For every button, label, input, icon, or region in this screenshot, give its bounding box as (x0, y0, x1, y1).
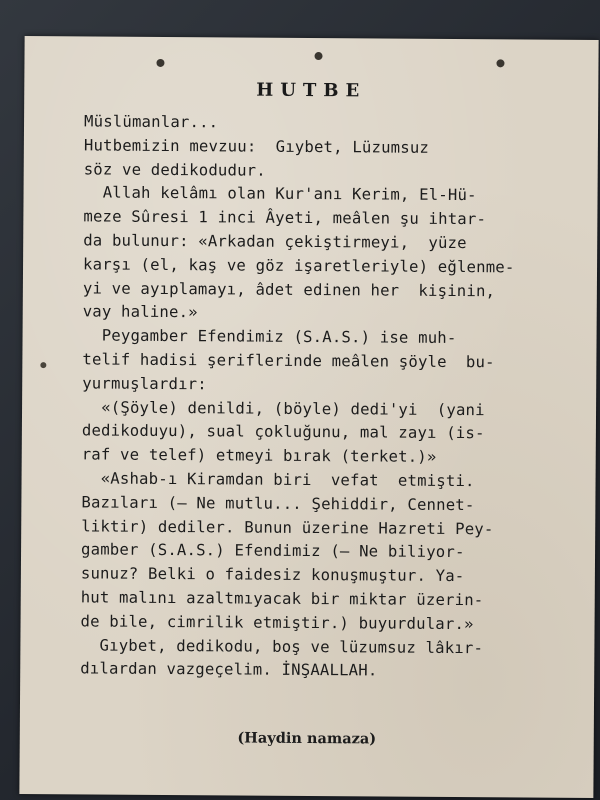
text-line: yi ve ayıplamayı, âdet edinen her kişinin, (82, 278, 496, 300)
text-line: hut malını azaltmıyacak bir miktar üzerin- (80, 588, 484, 610)
text-line: dılardan vazgeçelim. İNŞAALLAH. (80, 659, 378, 680)
text-line: Hutbemizin mevzuu: Gıybet, Lüzumsuz (83, 136, 430, 157)
sermon-body (80, 110, 554, 684)
text-line: Allah kelâmı olan Kur'anı Kerim, El-Hü- (83, 183, 477, 205)
text-line: Gıybet, dedikodu, boş ve lüzumsuz lâkır- (80, 635, 484, 657)
pin-hole-left (156, 59, 164, 67)
text-line: vay haline.» (82, 302, 198, 322)
text-line: «(Şöyle) denildi, (böyle) dedi'yi (yani (82, 397, 485, 419)
pin-hole-center (314, 52, 322, 60)
text-line: Müslümanlar... (83, 112, 219, 132)
text-line: gamber (S.A.S.) Efendimiz (— Ne biliyor- (81, 540, 465, 562)
text-line: da bulunur: «Arkadan çekiştirmeyi, yüze (83, 231, 467, 253)
text-line: söz ve dedikodudur. (83, 160, 266, 180)
text-line: sunuz? Belki o faidesiz konuşmuştur. Ya- (80, 564, 465, 586)
sermon-sheet (19, 36, 598, 798)
text-line: karşı (el, kaş ve göz işaretleriyle) eğlenme- (82, 255, 515, 277)
text-line: telif hadisi şeriflerinde meâlen şöyle bu- (82, 350, 495, 372)
text-line: Peygamber Efendimiz (S.A.S.) ise muh- (82, 326, 457, 348)
closing-line: (Haydin namaza) (237, 729, 377, 748)
text-line: yurmuşlardır: (82, 374, 207, 394)
ink-spot (40, 362, 46, 368)
text-line: de bile, cimrilik etmiştir.) buyurdular.» (80, 612, 474, 633)
text-line: Bazıları (— Ne mutlu... Şehiddir, Cennet- (81, 493, 475, 514)
text-line: raf ve telef) etmeyi bırak (terket.)» (81, 445, 437, 467)
pin-hole-right (496, 59, 504, 67)
text-line: liktir) dediler. Bunun üzerine Hazreti Pey- (81, 516, 494, 538)
text-line: dedikoduyu), sual çokluğunu, mal zayı (is- (81, 421, 485, 443)
page-title: HUTBE (256, 79, 367, 102)
text-line: «Ashab-ı Kiramdan biri vefat etmişti. (81, 469, 475, 491)
text-line: meze Sûresi 1 inci Âyeti, meâlen şu ihtar- (83, 207, 487, 229)
